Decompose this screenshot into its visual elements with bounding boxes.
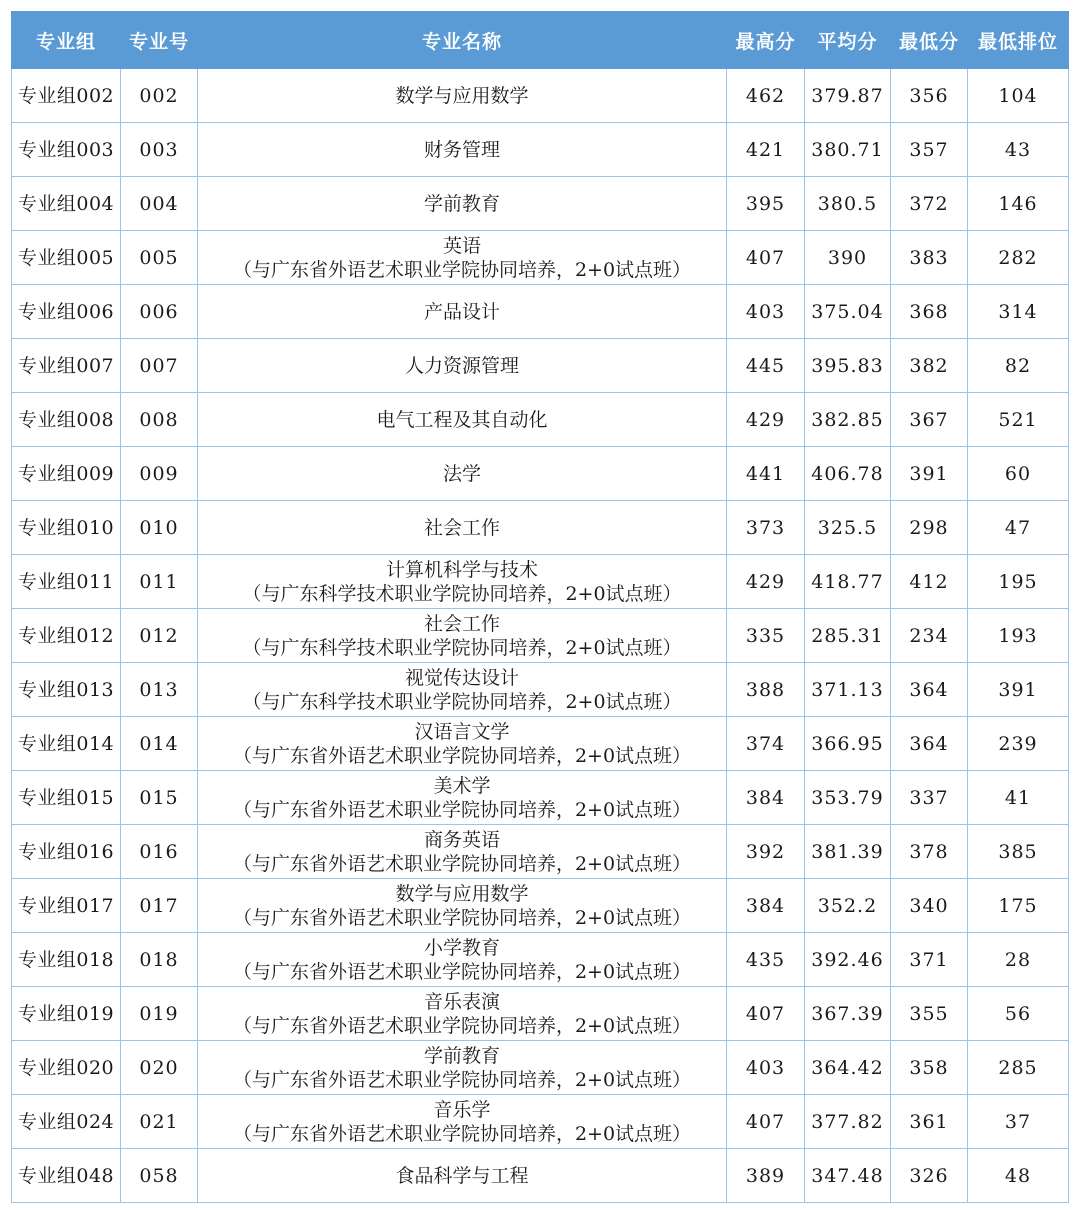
cell-min-rank: 391: [968, 663, 1069, 717]
cell-min-score: 298: [891, 501, 968, 555]
cell-max-score: 403: [727, 285, 805, 339]
cell-avg-score: 392.46: [805, 933, 891, 987]
cell-avg-score: 418.77: [805, 555, 891, 609]
cell-name: [198, 609, 727, 663]
cell-min-rank: 285: [968, 1041, 1069, 1095]
cell-name: [198, 285, 727, 339]
table-row: [12, 555, 1069, 609]
cell-min-score: 355: [891, 987, 968, 1041]
cell-code: 003: [121, 123, 198, 177]
cell-min-rank: 82: [968, 339, 1069, 393]
cell-code: 021: [121, 1095, 198, 1149]
cell-avg-score: 325.5: [805, 501, 891, 555]
cell-min-rank: 48: [968, 1149, 1069, 1203]
cell-max-score: 407: [727, 987, 805, 1041]
major-name: 英语: [442, 234, 481, 257]
major-note: （与广东科学技术职业学院协同培养，2+0试点班）: [242, 582, 682, 605]
cell-min-score: 361: [891, 1095, 968, 1149]
cell-min-score: 340: [891, 879, 968, 933]
cell-max-score: 395: [727, 177, 805, 231]
major-note: （与广东省外语艺术职业学院协同培养，2+0试点班）: [232, 960, 692, 983]
cell-name: [198, 393, 727, 447]
major-note: （与广东科学技术职业学院协同培养，2+0试点班）: [242, 636, 682, 659]
cell-avg-score: 377.82: [805, 1095, 891, 1149]
cell-group: 专业组010: [12, 501, 121, 555]
cell-min-rank: 193: [968, 609, 1069, 663]
major-name: 人力资源管理: [404, 354, 519, 377]
header-row: [12, 12, 1069, 69]
cell-avg-score: 406.78: [805, 447, 891, 501]
cell-group: 专业组024: [12, 1095, 121, 1149]
cell-group: 专业组002: [12, 69, 121, 123]
major-name: 社会工作: [423, 612, 500, 635]
major-name: 计算机科学与技术: [385, 558, 538, 581]
major-name: 汉语言文学: [414, 720, 510, 743]
cell-name: [198, 501, 727, 555]
major-note: （与广东省外语艺术职业学院协同培养，2+0试点班）: [232, 852, 692, 875]
major-name: 商务英语: [423, 828, 500, 851]
cell-code: 010: [121, 501, 198, 555]
admission-score-table: [11, 11, 1069, 1203]
major-note: （与广东省外语艺术职业学院协同培养，2+0试点班）: [232, 798, 692, 821]
cell-min-score: 337: [891, 771, 968, 825]
major-note: （与广东科学技术职业学院协同培养，2+0试点班）: [242, 690, 682, 713]
cell-max-score: 445: [727, 339, 805, 393]
cell-name: [198, 177, 727, 231]
cell-min-score: 356: [891, 69, 968, 123]
cell-max-score: 429: [727, 393, 805, 447]
cell-min-score: 383: [891, 231, 968, 285]
table-row: [12, 285, 1069, 339]
cell-code: 007: [121, 339, 198, 393]
cell-group: 专业组006: [12, 285, 121, 339]
major-name: 音乐表演: [423, 990, 500, 1013]
cell-avg-score: 379.87: [805, 69, 891, 123]
cell-min-rank: 37: [968, 1095, 1069, 1149]
table-header: [12, 12, 1069, 69]
cell-min-rank: 47: [968, 501, 1069, 555]
cell-name: [198, 555, 727, 609]
table-row: [12, 609, 1069, 663]
cell-min-score: 364: [891, 717, 968, 771]
major-name: 小学教育: [423, 936, 500, 959]
table-row: [12, 393, 1069, 447]
major-name: 视觉传达设计: [404, 666, 519, 689]
cell-code: 018: [121, 933, 198, 987]
major-note: （与广东省外语艺术职业学院协同培养，2+0试点班）: [232, 1068, 692, 1091]
cell-code: 012: [121, 609, 198, 663]
table-row: [12, 231, 1069, 285]
cell-group: 专业组014: [12, 717, 121, 771]
major-name: 财务管理: [423, 138, 500, 161]
cell-min-rank: 521: [968, 393, 1069, 447]
cell-group: 专业组009: [12, 447, 121, 501]
cell-min-rank: 104: [968, 69, 1069, 123]
admission-score-table-container: [11, 11, 1068, 1203]
cell-name: [198, 933, 727, 987]
cell-name: [198, 825, 727, 879]
cell-code: 006: [121, 285, 198, 339]
table-row: [12, 933, 1069, 987]
cell-group: 专业组017: [12, 879, 121, 933]
cell-name: [198, 1041, 727, 1095]
major-name: 学前教育: [423, 192, 500, 215]
cell-code: 009: [121, 447, 198, 501]
cell-avg-score: 371.13: [805, 663, 891, 717]
cell-min-rank: 60: [968, 447, 1069, 501]
major-name: 法学: [442, 462, 481, 485]
cell-max-score: 335: [727, 609, 805, 663]
cell-max-score: 374: [727, 717, 805, 771]
major-note: （与广东省外语艺术职业学院协同培养，2+0试点班）: [232, 1122, 692, 1145]
cell-name: [198, 663, 727, 717]
cell-min-rank: 146: [968, 177, 1069, 231]
cell-name: [198, 987, 727, 1041]
cell-max-score: 407: [727, 1095, 805, 1149]
major-note: （与广东省外语艺术职业学院协同培养，2+0试点班）: [232, 744, 692, 767]
table-row: [12, 69, 1069, 123]
cell-max-score: 429: [727, 555, 805, 609]
header-min-rank: 最低排位: [968, 12, 1069, 69]
table-row: [12, 1095, 1069, 1149]
cell-group: 专业组004: [12, 177, 121, 231]
cell-code: 019: [121, 987, 198, 1041]
cell-code: 058: [121, 1149, 198, 1203]
cell-min-rank: 385: [968, 825, 1069, 879]
cell-group: 专业组020: [12, 1041, 121, 1095]
cell-group: 专业组019: [12, 987, 121, 1041]
table-row: [12, 1149, 1069, 1203]
cell-code: 017: [121, 879, 198, 933]
major-note: （与广东省外语艺术职业学院协同培养，2+0试点班）: [232, 906, 692, 929]
table-row: [12, 177, 1069, 231]
cell-max-score: 388: [727, 663, 805, 717]
cell-min-score: 358: [891, 1041, 968, 1095]
cell-min-score: 372: [891, 177, 968, 231]
cell-min-rank: 195: [968, 555, 1069, 609]
major-name: 学前教育: [423, 1044, 500, 1067]
cell-min-rank: 43: [968, 123, 1069, 177]
cell-code: 013: [121, 663, 198, 717]
major-name: 产品设计: [423, 300, 500, 323]
cell-avg-score: 375.04: [805, 285, 891, 339]
cell-avg-score: 364.42: [805, 1041, 891, 1095]
cell-avg-score: 352.2: [805, 879, 891, 933]
cell-name: [198, 879, 727, 933]
cell-avg-score: 347.48: [805, 1149, 891, 1203]
cell-max-score: 384: [727, 879, 805, 933]
cell-name: [198, 123, 727, 177]
table-row: [12, 771, 1069, 825]
cell-avg-score: 353.79: [805, 771, 891, 825]
cell-min-rank: 175: [968, 879, 1069, 933]
cell-min-rank: 28: [968, 933, 1069, 987]
cell-min-score: 371: [891, 933, 968, 987]
major-name: 美术学: [433, 774, 491, 797]
table-body: [12, 69, 1069, 1203]
header-max-score: 最高分: [727, 12, 805, 69]
cell-min-score: 326: [891, 1149, 968, 1203]
cell-group: 专业组008: [12, 393, 121, 447]
cell-min-score: 234: [891, 609, 968, 663]
cell-name: [198, 69, 727, 123]
table-row: [12, 501, 1069, 555]
major-name: 社会工作: [423, 516, 500, 539]
cell-avg-score: 390: [805, 231, 891, 285]
header-name: 专业名称: [198, 12, 727, 69]
cell-max-score: 389: [727, 1149, 805, 1203]
cell-max-score: 403: [727, 1041, 805, 1095]
cell-max-score: 462: [727, 69, 805, 123]
cell-min-score: 368: [891, 285, 968, 339]
table-row: [12, 123, 1069, 177]
cell-name: [198, 717, 727, 771]
cell-min-rank: 282: [968, 231, 1069, 285]
cell-group: 专业组007: [12, 339, 121, 393]
cell-avg-score: 380.71: [805, 123, 891, 177]
cell-code: 011: [121, 555, 198, 609]
cell-min-score: 364: [891, 663, 968, 717]
major-name: 数学与应用数学: [395, 882, 529, 905]
cell-avg-score: 381.39: [805, 825, 891, 879]
major-name: 音乐学: [433, 1098, 491, 1121]
cell-group: 专业组018: [12, 933, 121, 987]
cell-avg-score: 285.31: [805, 609, 891, 663]
cell-group: 专业组012: [12, 609, 121, 663]
header-avg-score: 平均分: [805, 12, 891, 69]
table-row: [12, 447, 1069, 501]
cell-code: 020: [121, 1041, 198, 1095]
cell-group: 专业组013: [12, 663, 121, 717]
cell-min-rank: 314: [968, 285, 1069, 339]
table-row: [12, 663, 1069, 717]
cell-code: 004: [121, 177, 198, 231]
major-note: （与广东省外语艺术职业学院协同培养，2+0试点班）: [232, 258, 692, 281]
cell-group: 专业组003: [12, 123, 121, 177]
cell-min-rank: 56: [968, 987, 1069, 1041]
cell-group: 专业组015: [12, 771, 121, 825]
cell-min-score: 382: [891, 339, 968, 393]
table-row: [12, 717, 1069, 771]
cell-name: [198, 771, 727, 825]
major-name: 数学与应用数学: [395, 84, 529, 107]
cell-group: 专业组016: [12, 825, 121, 879]
cell-max-score: 435: [727, 933, 805, 987]
cell-min-score: 357: [891, 123, 968, 177]
table-row: [12, 987, 1069, 1041]
table-row: [12, 1041, 1069, 1095]
cell-group: 专业组048: [12, 1149, 121, 1203]
cell-code: 015: [121, 771, 198, 825]
major-note: （与广东省外语艺术职业学院协同培养，2+0试点班）: [232, 1014, 692, 1037]
major-name: 食品科学与工程: [395, 1164, 529, 1187]
cell-avg-score: 366.95: [805, 717, 891, 771]
cell-max-score: 392: [727, 825, 805, 879]
cell-min-score: 391: [891, 447, 968, 501]
major-name: 电气工程及其自动化: [376, 408, 548, 431]
cell-code: 005: [121, 231, 198, 285]
cell-avg-score: 380.5: [805, 177, 891, 231]
cell-code: 008: [121, 393, 198, 447]
cell-name: [198, 447, 727, 501]
cell-code: 002: [121, 69, 198, 123]
cell-min-score: 378: [891, 825, 968, 879]
cell-max-score: 441: [727, 447, 805, 501]
header-group: 专业组: [12, 12, 121, 69]
table-row: [12, 825, 1069, 879]
cell-code: 016: [121, 825, 198, 879]
table-row: [12, 339, 1069, 393]
cell-name: [198, 231, 727, 285]
cell-name: [198, 1149, 727, 1203]
cell-max-score: 373: [727, 501, 805, 555]
table-row: [12, 879, 1069, 933]
cell-avg-score: 395.83: [805, 339, 891, 393]
cell-name: [198, 1095, 727, 1149]
cell-name: [198, 339, 727, 393]
cell-avg-score: 382.85: [805, 393, 891, 447]
cell-max-score: 384: [727, 771, 805, 825]
cell-min-score: 367: [891, 393, 968, 447]
cell-group: 专业组005: [12, 231, 121, 285]
cell-group: 专业组011: [12, 555, 121, 609]
cell-min-rank: 239: [968, 717, 1069, 771]
cell-max-score: 407: [727, 231, 805, 285]
cell-min-rank: 41: [968, 771, 1069, 825]
header-code: 专业号: [121, 12, 198, 69]
cell-min-score: 412: [891, 555, 968, 609]
cell-avg-score: 367.39: [805, 987, 891, 1041]
header-min-score: 最低分: [891, 12, 968, 69]
cell-code: 014: [121, 717, 198, 771]
cell-max-score: 421: [727, 123, 805, 177]
